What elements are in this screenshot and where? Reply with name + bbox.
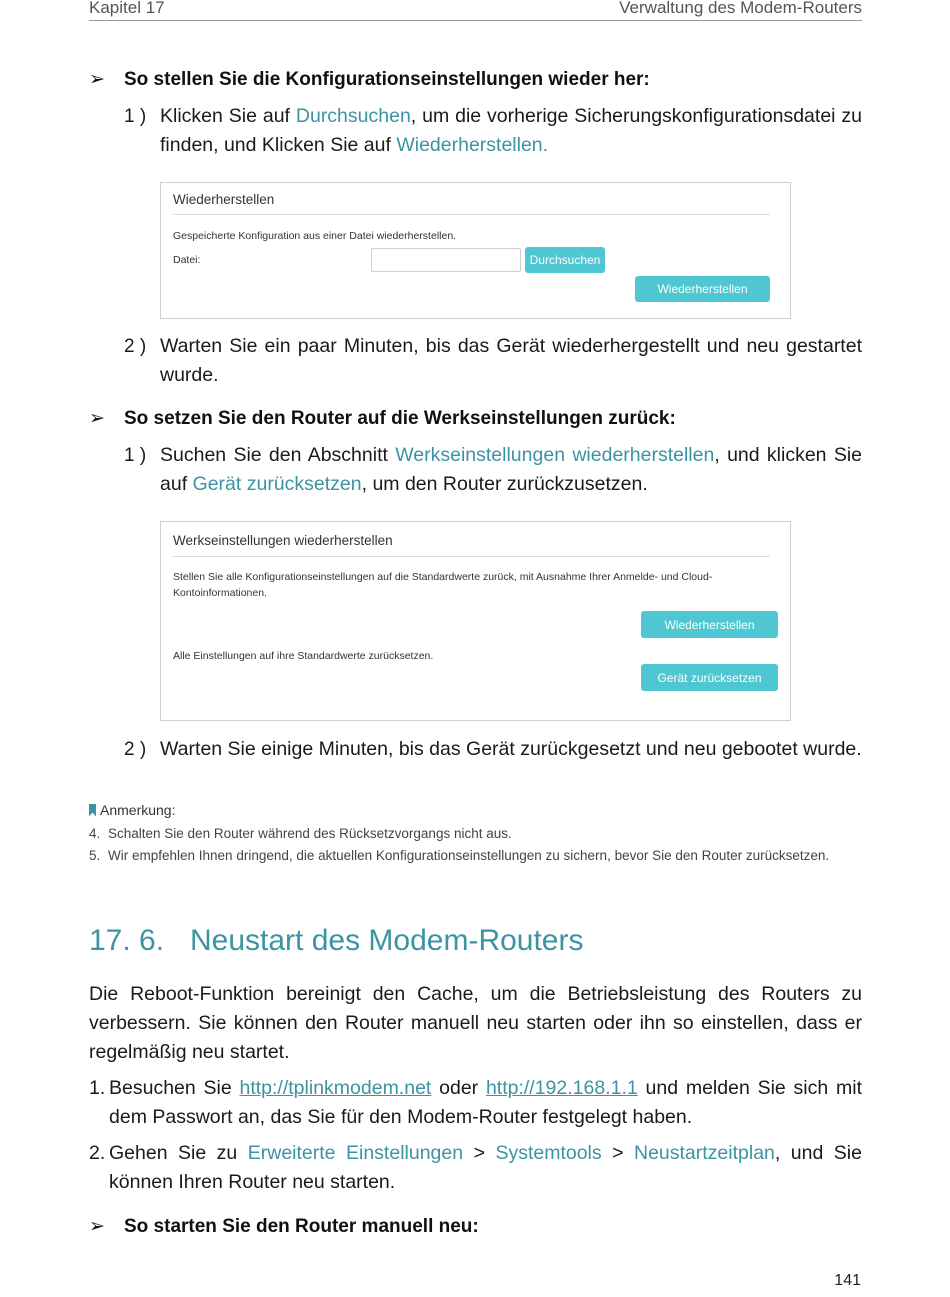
arrow-bullet-icon: ➢ xyxy=(89,1216,105,1237)
reset-description: Alle Einstellungen auf ihre Standardwerte zurücksetzen. xyxy=(173,650,434,662)
item-text: Gehen Sie zu xyxy=(109,1142,248,1164)
note-text: Schalten Sie den Router während des Rücksetzvorgangs nicht aus. xyxy=(108,826,512,841)
restore-ui-screenshot xyxy=(160,182,791,319)
ui-divider xyxy=(173,556,770,557)
item-text: oder xyxy=(431,1077,486,1099)
list-number: 2. xyxy=(89,1142,106,1164)
arrow-bullet-icon: ➢ xyxy=(89,408,105,429)
restore-step-2: Warten Sie ein paar Minuten, bis das Gerät wiederhergestellt und neu gestartet wurde. xyxy=(160,335,862,386)
section-heading xyxy=(89,924,584,958)
advanced-settings-link[interactable]: Erweiterte Einstellungen xyxy=(247,1142,464,1164)
browse-link[interactable]: Durchsuchen xyxy=(295,105,411,127)
header-section-title: Verwaltung des Modem-Routers xyxy=(619,0,862,17)
factory-defaults-link[interactable]: Werkseinstellungen wiederherstellen xyxy=(395,444,715,466)
item-text: , und Sie können Ihren Router neu starten. xyxy=(109,1142,862,1193)
factory-step-1 xyxy=(160,441,862,499)
note-number: 4. xyxy=(89,826,101,841)
arrow-bullet-icon: ➢ xyxy=(89,69,105,90)
page-number: 141 xyxy=(834,1272,861,1289)
section-intro: Die Reboot-Funktion bereinigt den Cache, um die Betriebsleistung des Routers zu verbessern. Sie können den Router manuell neu starten oder ihn so einstellen, dass er regelmäßig neu startet. xyxy=(89,983,862,1063)
browse-button[interactable]: Durchsuchen xyxy=(525,247,605,273)
step-number: 1 ) xyxy=(124,106,147,127)
ui-description: Gespeicherte Konfiguration aus einer Datei wiederherstellen. xyxy=(173,230,457,242)
list-text xyxy=(109,1139,862,1197)
factory-step-2: Warten Sie einige Minuten, bis das Gerät zurückgesetzt und neu gebootet wurde. xyxy=(160,738,862,760)
restore-button[interactable]: Wiederherstellen xyxy=(635,276,770,302)
manual-reboot-heading: So starten Sie den Router manuell neu: xyxy=(124,1216,479,1237)
note-item xyxy=(89,845,862,889)
ip-url-link[interactable]: http://192.168.1.1 xyxy=(485,1077,638,1099)
tplinkmodem-url-link[interactable]: http://tplinkmodem.net xyxy=(239,1077,432,1099)
restore-heading: So stellen Sie die Konfigurationseinstellungen wieder her: xyxy=(124,69,650,90)
step-text: , und klicken Sie auf xyxy=(160,444,862,495)
chapter-label: Kapitel 17 xyxy=(89,0,165,17)
section-title: Neustart des Modem-Routers xyxy=(190,924,584,957)
ui-panel-title: Wiederherstellen xyxy=(173,192,275,207)
list-number: 1. xyxy=(89,1077,106,1099)
system-tools-link[interactable]: Systemtools xyxy=(495,1142,602,1164)
reset-device-link[interactable]: Gerät zurücksetzen xyxy=(192,473,362,495)
section-number: 17. 6. xyxy=(89,924,165,957)
path-separator: > xyxy=(463,1142,496,1164)
running-header xyxy=(89,0,862,21)
reset-device-button[interactable]: Gerät zurücksetzen xyxy=(641,664,778,691)
note-number: 5. xyxy=(89,848,101,863)
note-item xyxy=(89,823,862,845)
step-number: 2 ) xyxy=(124,336,147,357)
step-text: , um den Router zurückzusetzen. xyxy=(361,473,648,495)
step-text: Klicken Sie auf xyxy=(160,105,296,127)
ui-description: Stellen Sie alle Konfigurationseinstellungen auf die Standardwerte zurück, mit Ausnahme Ihrer Anmelde- und Cloud-Kontoinformationen. xyxy=(173,571,713,599)
item-text: Besuchen Sie xyxy=(109,1077,240,1099)
file-input[interactable] xyxy=(371,248,521,272)
ui-divider xyxy=(173,214,770,215)
note-title xyxy=(89,802,175,818)
path-separator: > xyxy=(601,1142,634,1164)
reboot-schedule-link[interactable]: Neustartzeitplan xyxy=(633,1142,775,1164)
bookmark-icon xyxy=(89,804,96,817)
note-label: Anmerkung: xyxy=(100,802,176,818)
item-text: und melden Sie sich mit dem Passwort an, das Sie für den Modem-Router festgelegt haben. xyxy=(109,1077,862,1128)
ui-panel-title: Werkseinstellungen wiederherstellen xyxy=(173,533,393,548)
file-label: Datei: xyxy=(173,254,201,266)
restore-step-1 xyxy=(160,102,862,160)
step-text: Suchen Sie den Abschnitt xyxy=(160,444,396,466)
restore-link[interactable]: Wiederherstellen. xyxy=(396,134,549,156)
step-text: , um die vorherige Sicherungskonfigurationsdatei zu finden, und Klicken Sie auf xyxy=(160,105,863,156)
list-item xyxy=(89,1074,862,1132)
list-text xyxy=(109,1074,862,1132)
factory-heading: So setzen Sie den Router auf die Werkseinstellungen zurück: xyxy=(124,408,676,429)
restore-button[interactable]: Wiederherstellen xyxy=(641,611,778,638)
factory-ui-screenshot xyxy=(160,521,791,721)
note-text: Wir empfehlen Ihnen dringend, die aktuellen Konfigurationseinstellungen zu sichern, bevor Sie den Router zurücksetzen. xyxy=(108,848,830,863)
list-item xyxy=(89,1139,862,1197)
step-number: 1 ) xyxy=(124,445,147,466)
step-number: 2 ) xyxy=(124,739,147,760)
